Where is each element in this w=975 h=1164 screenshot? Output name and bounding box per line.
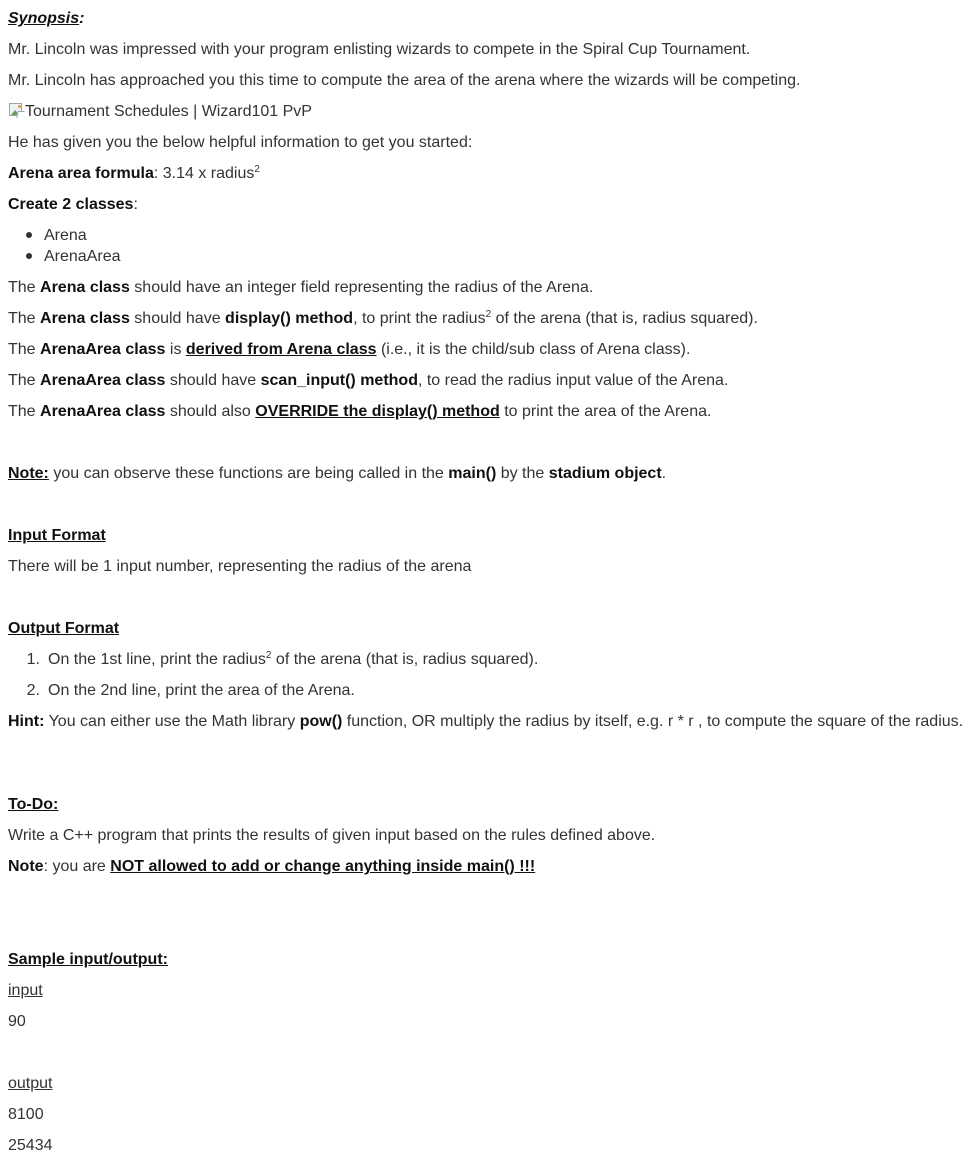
input-format-text: There will be 1 input number, representing the radius of the arena bbox=[8, 558, 472, 575]
input-format-heading: Input Format bbox=[8, 527, 106, 544]
formula-label: Arena area formula bbox=[8, 165, 154, 182]
rule-arena-display: The Arena class should have display() method, to print the radius$^2$ of the arena (that is, radius squared). bbox=[8, 309, 758, 327]
bullet-icon bbox=[26, 232, 32, 238]
sample-output-value: 25434 bbox=[8, 1137, 53, 1154]
todo-heading: To-Do: bbox=[8, 796, 59, 813]
output-format-item: 2. On the 2nd line, print the area of the Arena. bbox=[26, 682, 355, 699]
synopsis-heading-line: Synopsis: bbox=[8, 10, 85, 27]
class-list-item: Arena bbox=[0, 225, 967, 246]
output-format-heading: Output Format bbox=[8, 620, 120, 637]
formula-exponent: 2 bbox=[254, 164, 260, 175]
sample-input-label: input bbox=[8, 982, 43, 999]
image-alt-text: Tournament Schedules | Wizard101 PvP bbox=[25, 103, 312, 120]
note-paragraph: Note: you can observe these functions are being called in the main() by the stadium object. bbox=[8, 465, 667, 482]
note-label: Note: bbox=[8, 465, 49, 482]
rule-arenaarea-derived: The ArenaArea class is derived from Arena class (i.e., it is the child/sub class of Arena class). bbox=[8, 341, 691, 358]
tournament-image bbox=[8, 101, 967, 122]
sample-heading: Sample input/output: bbox=[8, 951, 168, 968]
broken-image-icon bbox=[8, 102, 24, 118]
bullet-icon bbox=[26, 253, 32, 259]
sample-output-label: output bbox=[8, 1075, 53, 1092]
todo-text: Write a C++ program that prints the results of given input based on the rules defined above. bbox=[8, 827, 656, 844]
sample-input-value: 90 bbox=[8, 1013, 26, 1030]
rule-arenaarea-scan-input: The ArenaArea class should have scan_input() method, to read the radius input value of the Arena. bbox=[8, 372, 729, 389]
class-list-item: ArenaArea bbox=[0, 246, 967, 267]
hint-label: Hint: bbox=[8, 713, 45, 730]
formula-text: 3.14 x radius bbox=[162, 165, 255, 182]
todo-note: Note: you are NOT allowed to add or change anything inside main() !!! bbox=[8, 858, 536, 875]
rule-arenaarea-override: The ArenaArea class should also OVERRIDE the display() method to print the area of the Arena. bbox=[8, 403, 712, 420]
rule-arena-field: The Arena class should have an integer field representing the radius of the Arena. bbox=[8, 279, 594, 296]
arena-formula: Arena area formula: 3.14 x radius$^2$ bbox=[8, 164, 260, 182]
output-format-item: 1. On the 1st line, print the radius$^2$ of the arena (that is, radius squared). bbox=[26, 650, 539, 668]
intro-paragraph-2: Mr. Lincoln has approached you this time to compute the area of the arena where the wizards will be competing. bbox=[8, 72, 801, 89]
intro-paragraph-1: Mr. Lincoln was impressed with your program enlisting wizards to compete in the Spiral Cup Tournament. bbox=[8, 41, 751, 58]
sample-output-value: 8100 bbox=[8, 1106, 44, 1123]
create-classes-label: Create 2 classes: bbox=[8, 196, 138, 213]
synopsis-heading: Synopsis bbox=[8, 10, 80, 27]
hint-paragraph: Hint: You can either use the Math library pow() function, OR multiply the radius by itself, e.g. r * r , to compute the square of the radius. bbox=[8, 713, 964, 730]
helpful-info-text: He has given you the below helpful information to get you started: bbox=[8, 134, 473, 151]
